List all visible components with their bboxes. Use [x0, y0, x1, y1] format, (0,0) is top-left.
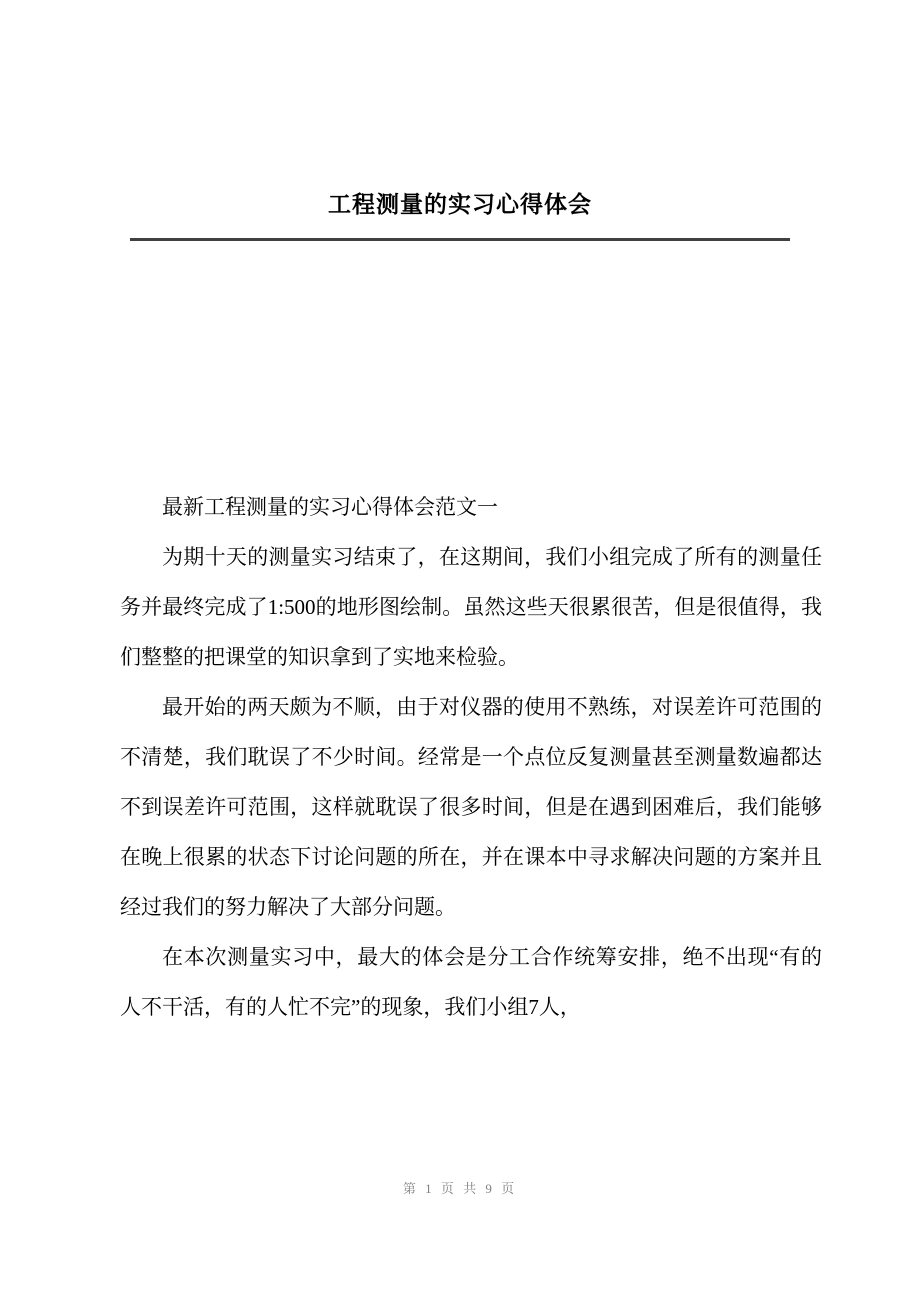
paragraph: 最开始的两天颇为不顺，由于对仪器的使用不熟练，对误差许可范围的不清楚，我们耽误了不少时间。经常是一个点位反复测量甚至测量数遍都达不到误差许可范围，这样就耽误了很多时间，但是在遇到困难后，我们能够在晚上很累的状态下讨论问题的所在，并在课本中寻求解决问题的方案并且经过我们的努力解决了大部分问题。	[120, 695, 822, 919]
document-title: 工程测量的实习心得体会	[328, 192, 592, 217]
paragraph: 为期十天的测量实习结束了，在这期间，我们小组完成了所有的测量任务并最终完成了1:500的地形图绘制。虽然这些天很累很苦，但是很值得，我们整整的把课堂的知识拿到了实地来检验。	[120, 545, 822, 669]
document-body	[120, 482, 822, 1032]
title-divider	[130, 238, 790, 241]
paragraph: 在本次测量实习中，最大的体会是分工合作统筹安排，绝不出现“有的人不干活，有的人忙不完”的现象，我们小组7人，	[120, 945, 822, 1019]
page-number-text: 第 1 页 共 9 页	[402, 1181, 518, 1196]
paragraph-heading: 最新工程测量的实习心得体会范文一	[162, 495, 498, 519]
page-footer	[0, 1178, 920, 1197]
